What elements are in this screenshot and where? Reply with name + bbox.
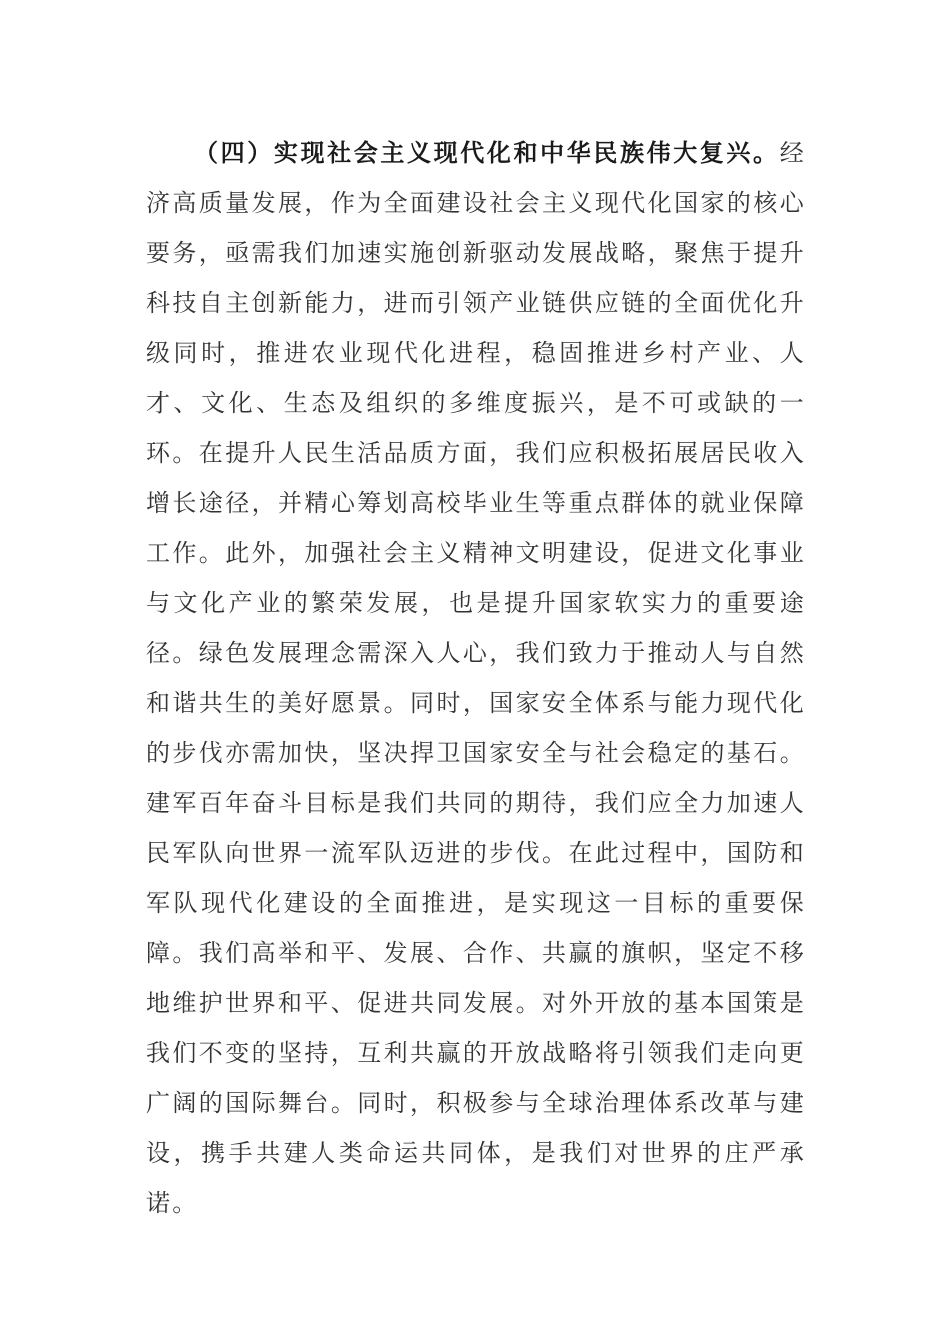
body-paragraph [146, 128, 806, 1228]
section-heading: （四）实现社会主义现代化和中华民族伟大复兴。 [194, 138, 780, 167]
paragraph-text: 经济高质量发展，作为全面建设社会主义现代化国家的核心要务，亟需我们加速实施创新驱动发展战略，聚焦于提升科技自主创新能力，进而引领产业链供应链的全面优化升级同时，推进农业现代化进程，稳固推进乡村产业、人才、文化、生态及组织的多维度振兴，是不可或缺的一环。在提升人民生活品质方面，我们应积极拓展居民收入增长途径，并精心筹划高校毕业生等重点群体的就业保障工作。此外，加强社会主义精神文明建设，促进文化事业与文化产业的繁荣发展，也是提升国家软实力的重要途径。绿色发展理念需深入人心，我们致力于推动人与自然和谐共生的美好愿景。同时，国家安全体系与能力现代化的步伐亦需加快，坚决捍卫国家安全与社会稳定的基石。建军百年奋斗目标是我们共同的期待，我们应全力加速人民军队向世界一流军队迈进的步伐。在此过程中，国防和军队现代化建设的全面推进，是实现这一目标的重要保障。我们高举和平、发展、合作、共赢的旗帜，坚定不移地维护世界和平、促进共同发展。对外开放的基本国策是我们不变的坚持，互利共赢的开放战略将引领我们走向更广阔的国际舞台。同时，积极参与全球治理体系改革与建设，携手共建人类命运共同体，是我们对世界的庄严承诺。 [146, 139, 806, 1217]
